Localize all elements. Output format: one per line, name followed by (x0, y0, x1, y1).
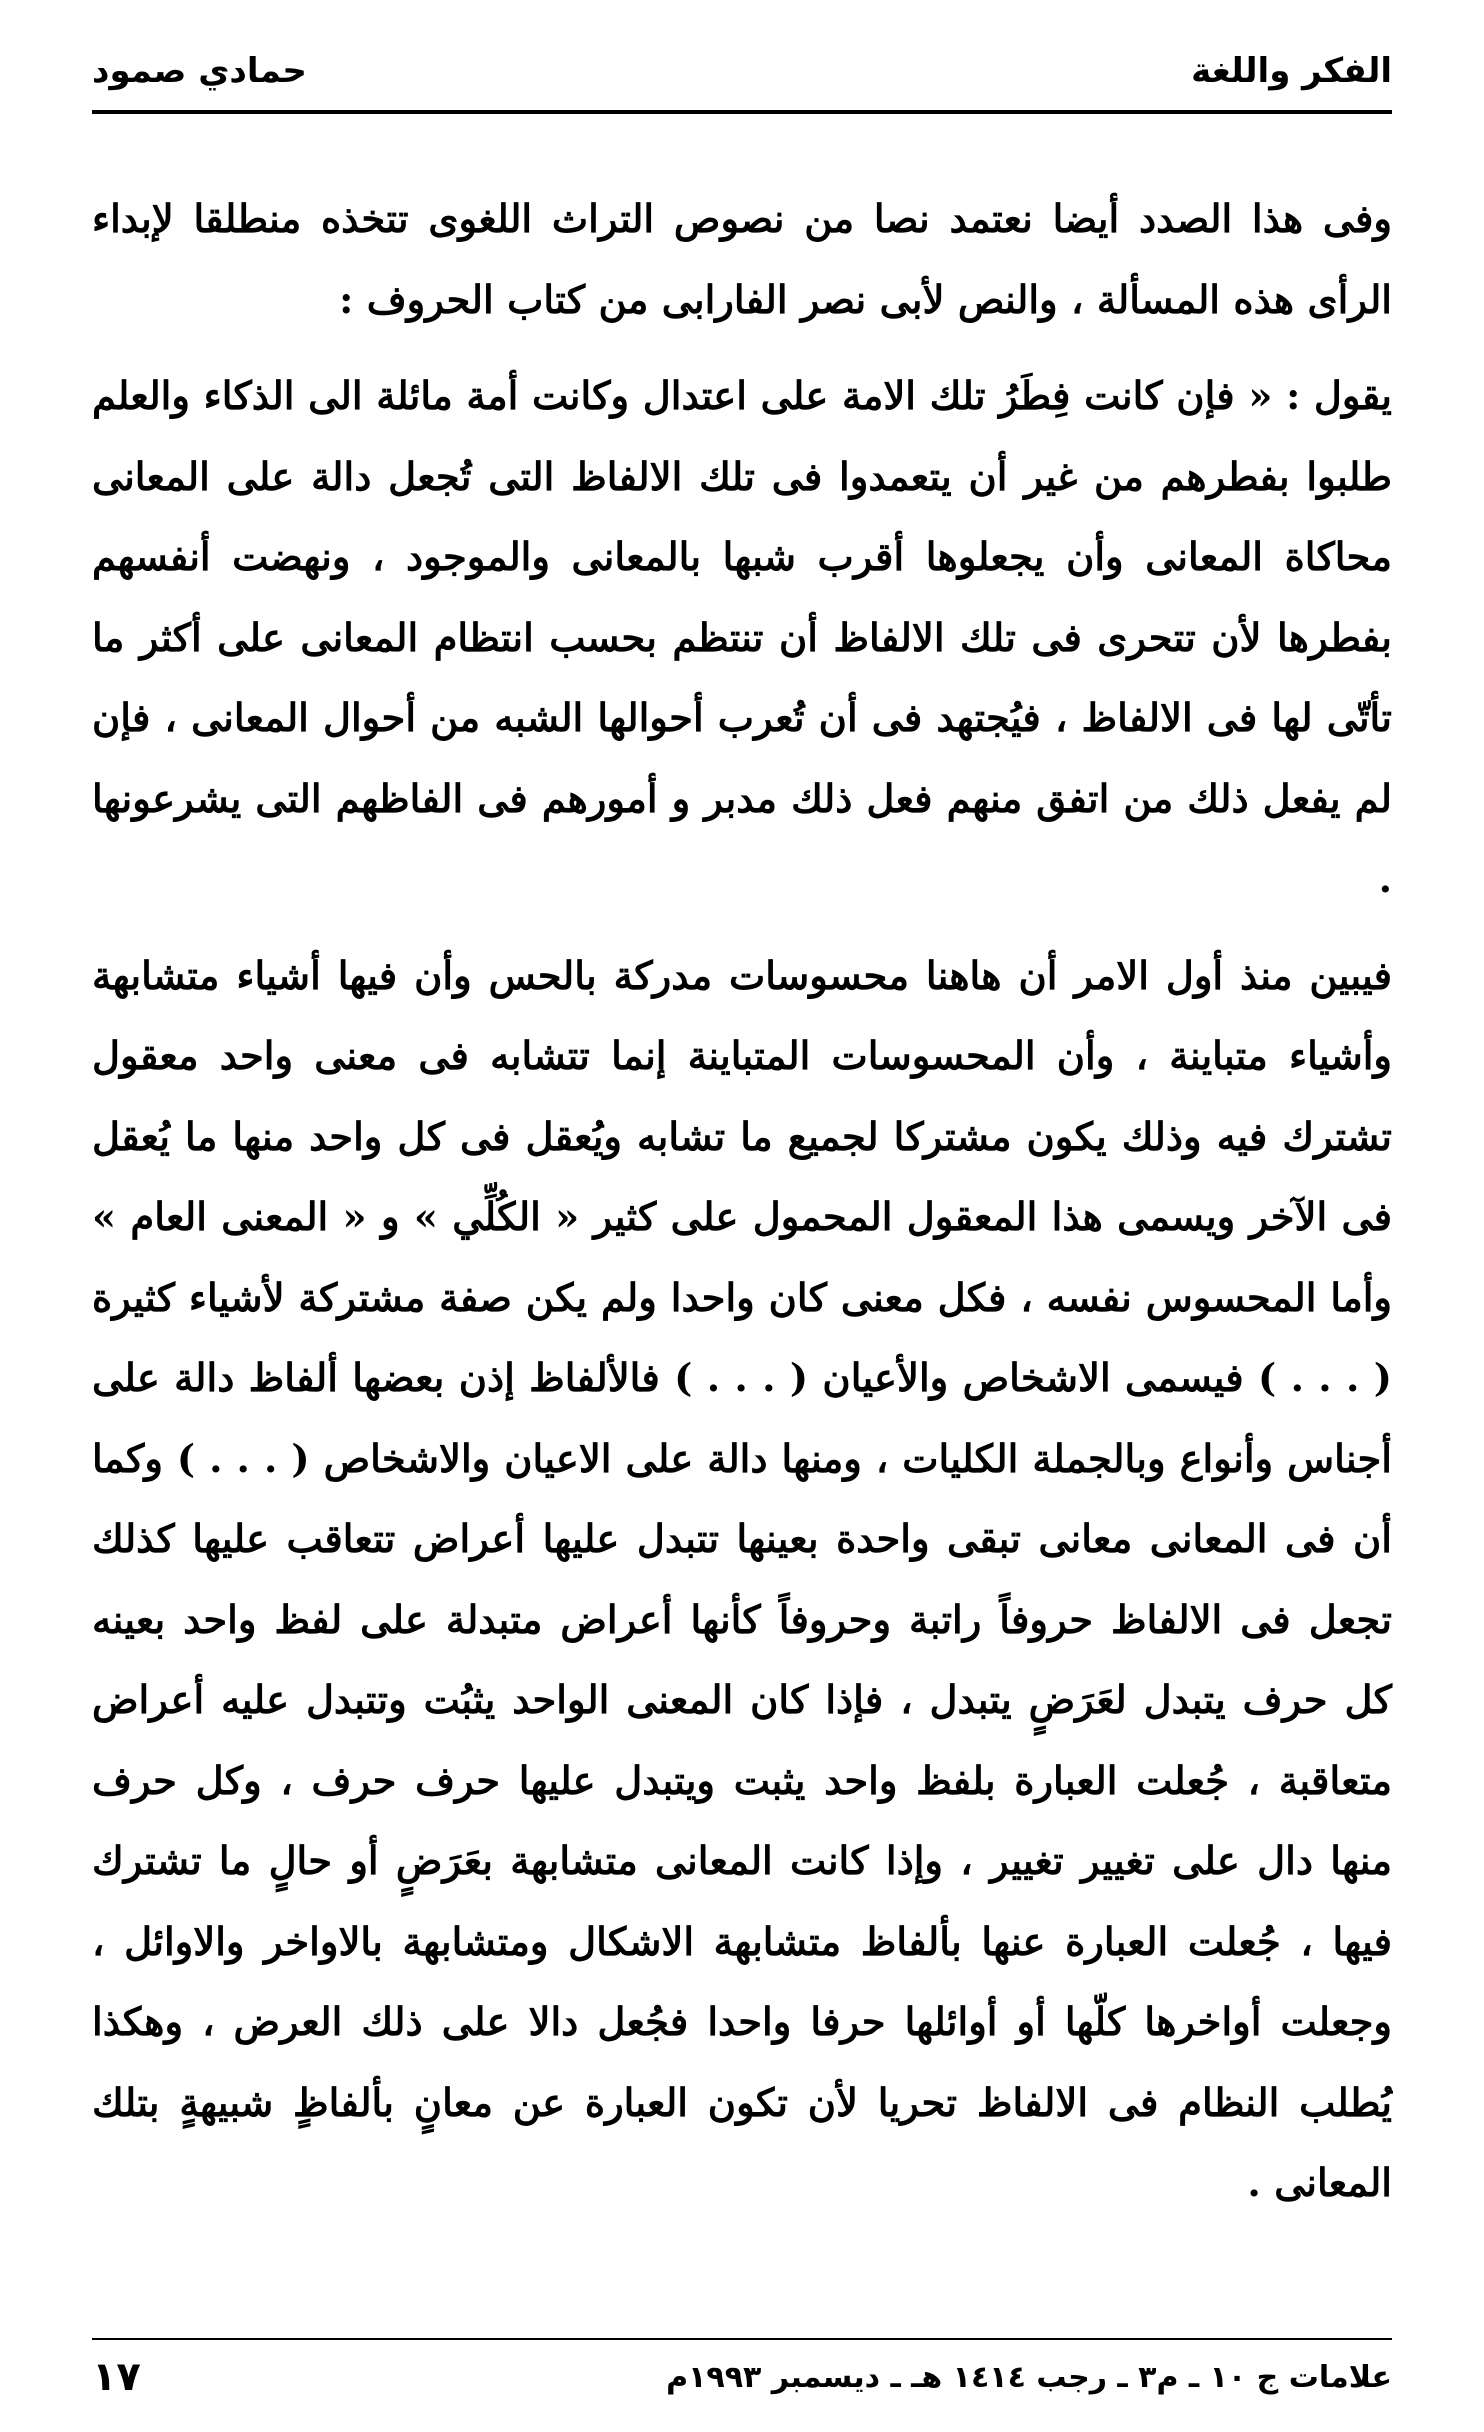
page-footer (92, 2352, 1392, 2412)
header-rule (92, 110, 1392, 114)
footer-rule (92, 2338, 1392, 2340)
running-header (92, 38, 1392, 108)
page-number: ١٧ (92, 2354, 141, 2400)
paragraph-main: فيبين منذ أول الامر أن هاهنا محسوسات مدركة بالحس وأن فيها أشياء متشابهة وأشياء متباينة ، وأن المحسوسات المتباينة إنما تتشابه فى معنى واحد معقول تشترك فيه وذلك يكون مشتركا لجميع ما تشابه ويُعقل فى كل واحد منها ما يُعقل فى الآخر ويسمى هذا المعقول المحمول على كثير « الكُلِّي » و « المعنى العام » وأما المحسوس نفسه ، فكل معنى كان واحدا ولم يكن صفة مشتركة لأشياء كثيرة ( . . . ) فيسمى الاشخاص والأعيان ( . . . ) فالألفاظ إذن بعضها ألفاظ دالة على أجناس وأنواع وبالجملة الكليات ، ومنها دالة على الاعيان والاشخاص ( . . . ) وكما أن فى المعانى معانى تبقى واحدة بعينها تتبدل عليها أعراض تتعاقب عليها كذلك تجعل فى الالفاظ حروفاً راتبة وحروفاً كأنها أعراض متبدلة على لفظ واحد بعينه كل حرف يتبدل لعَرَضٍ يتبدل ، فإذا كان المعنى الواحد يثبُت وتتبدل عليه أعراض متعاقبة ، جُعلت العبارة بلفظ واحد يثبت ويتبدل عليها حرف حرف ، وكل حرف منها دال على تغيير تغيير ، وإذا كانت المعانى متشابهة بعَرَضٍ أو حالٍ ما تشترك فيها ، جُعلت العبارة عنها بألفاظ متشابهة الاشكال ومتشابهة بالاواخر والاوائل ، وجعلت أواخرها كلّها أو أوائلها حرفا واحدا فجُعل دالا على ذلك العرض ، وهكذا يُطلب النظام فى الالفاظ تحريا لأن تكون العبارة عن معانٍ بألفاظٍ شبيهةٍ بتلك المعانى . (92, 953, 1392, 2206)
header-author: حمادي صمود (92, 51, 307, 91)
header-title: الفكر واللغة (1191, 51, 1392, 91)
paragraph-intro: وفى هذا الصدد أيضا نعتمد نصا من نصوص التراث اللغوى تتخذه منطلقا لإبداء الرأى هذه المسألة ، والنص لأبى نصر الفارابى من كتاب الحروف : (92, 197, 1392, 323)
paragraph-quote: يقول : « فإن كانت فِطَرُ تلك الامة على اعتدال وكانت أمة مائلة الى الذكاء والعلم طلبوا بفطرهم من غير أن يتعمدوا فى تلك الالفاظ التى تُجعل دالة على المعانى محاكاة المعانى وأن يجعلوها أقرب شبها بالمعانى والموجود ، ونهضت أنفسهم بفطرها لأن تتحرى فى تلك الالفاظ أن تنتظم بحسب انتظام المعانى على أكثر ما تأتّى لها فى الالفاظ ، فيُجتهد فى أن تُعرب أحوالها الشبه من أحوال المعانى ، فإن لم يفعل ذلك من اتفق منهم فعل ذلك مدبر و أمورهم فى الفاظهم التى يشرعونها . (92, 374, 1392, 902)
footer-journal-citation: علامات ج ١٠ ـ م٣ ـ رجب ١٤١٤ هـ ـ ديسمبر ١٩٩٣م (666, 2360, 1392, 2395)
article-body (92, 180, 1392, 2225)
